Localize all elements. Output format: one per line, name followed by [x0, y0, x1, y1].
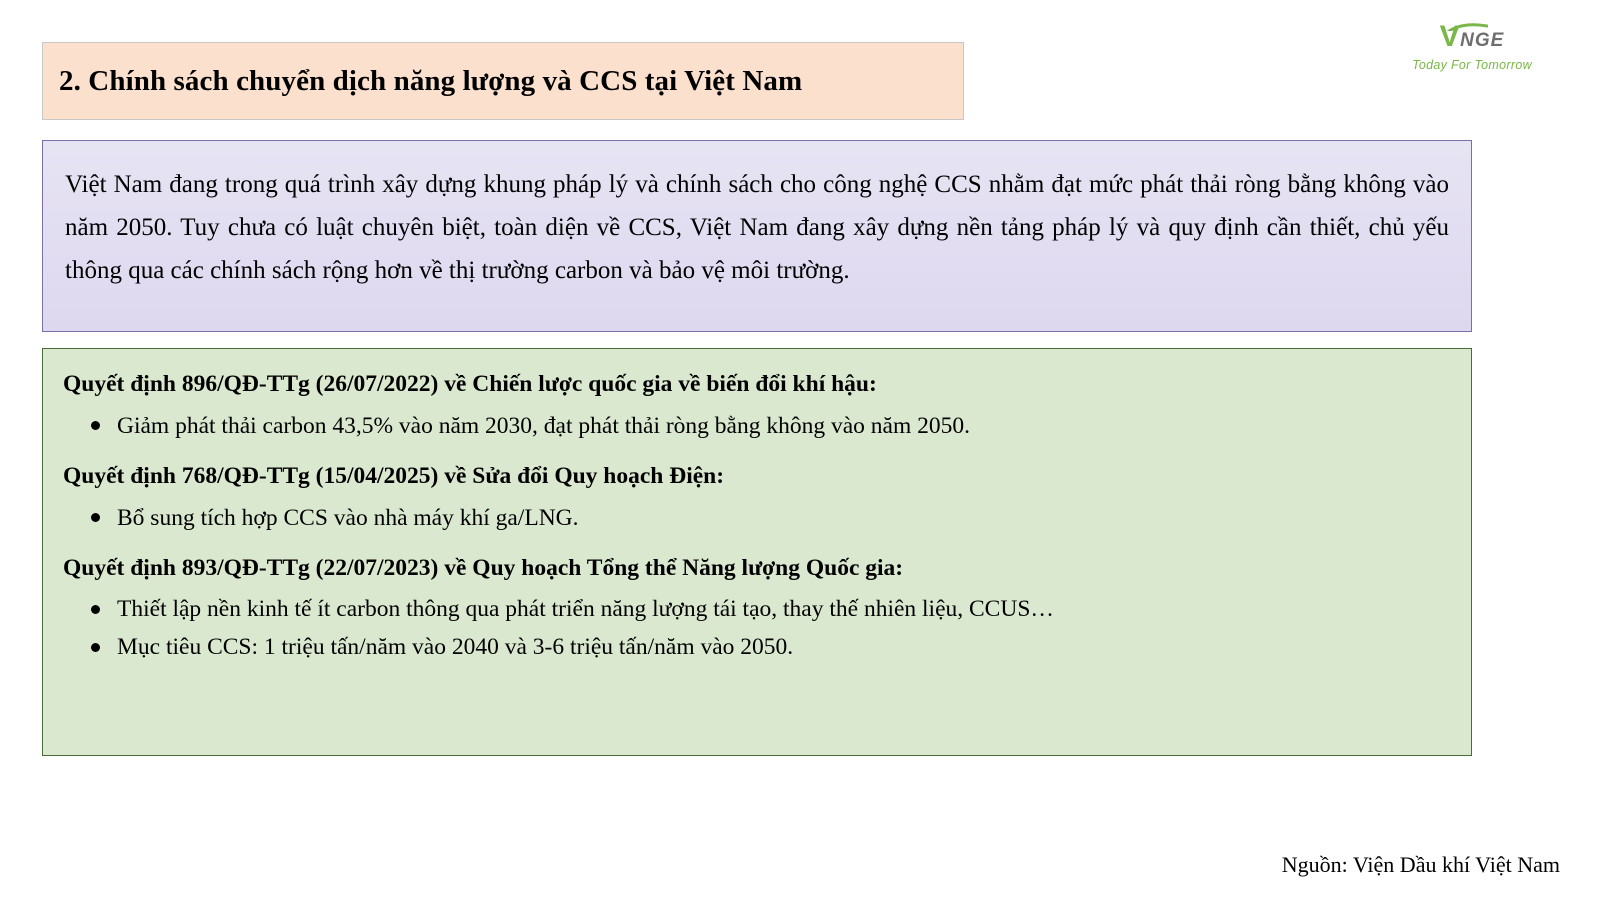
list-item-text: Mục tiêu CCS: 1 triệu tấn/năm vào 2040 và 3-6 triệu tấn/năm vào 2050. [117, 634, 794, 661]
page-title: 2. Chính sách chuyển dịch năng lượng và CCS tại Việt Nam [59, 64, 803, 97]
list-item [63, 407, 1447, 445]
intro-paragraph: Việt Nam đang trong quá trình xây dựng khung pháp lý và chính sách cho công nghệ CCS nhằm đạt mức phát thải ròng bằng không vào năm 2050. Tuy chưa có luật chuyên biệt, toàn diện về CCS, Việt Nam đang xây dựng nền tảng pháp lý và quy định cần thiết, chủ yếu thông qua các chính sách rộng hơn về thị trường carbon và bảo vệ môi trường. [65, 171, 1449, 284]
source-note: Nguồn: Viện Dầu khí Việt Nam [1281, 852, 1560, 877]
bullet-dot-icon [91, 513, 100, 522]
logo-letters-nge: NGE [1460, 30, 1505, 51]
policy-heading: Quyết định 896/QĐ-TTg (26/07/2022) về Chiến lược quốc gia về biến đổi khí hậu: [63, 371, 877, 397]
list-item [63, 628, 1447, 666]
bullet-dot-icon [91, 421, 100, 430]
policy-heading: Quyết định 768/QĐ-TTg (15/04/2025) về Sửa đổi Quy hoạch Điện: [63, 462, 725, 489]
company-logo [1382, 22, 1562, 72]
logo-swoosh-icon [1442, 15, 1488, 31]
logo-tagline: Today For Tomorrow [1412, 58, 1532, 72]
logo-wordmark [1440, 22, 1505, 52]
list-item [63, 499, 1447, 537]
list-item-text: Bổ sung tích hợp CCS vào nhà máy khí ga/LNG. [117, 504, 579, 531]
policy-group [63, 461, 1447, 537]
bullet-dot-icon [91, 605, 100, 614]
policy-group [63, 369, 1447, 445]
list-item [63, 590, 1447, 628]
list-item-text: Thiết lập nền kinh tế ít carbon thông qua phát triển năng lượng tái tạo, thay thế nhiên liệu, CCUS… [117, 596, 1054, 623]
slide-title-box [42, 42, 964, 120]
policy-bullet-list [63, 499, 1447, 537]
policy-heading: Quyết định 893/QĐ-TTg (22/07/2023) về Quy hoạch Tổng thể Năng lượng Quốc gia: [63, 554, 904, 581]
policy-bullet-list [63, 407, 1447, 445]
bullet-dot-icon [91, 643, 100, 652]
policy-list-panel [42, 348, 1472, 756]
logo-letter-v: V [1439, 20, 1461, 53]
policy-group [63, 553, 1447, 667]
intro-panel [42, 140, 1472, 332]
list-item-text: Giảm phát thải carbon 43,5% vào năm 2030, đạt phát thải ròng bằng không vào năm 2050. [117, 412, 970, 439]
policy-bullet-list [63, 590, 1447, 666]
